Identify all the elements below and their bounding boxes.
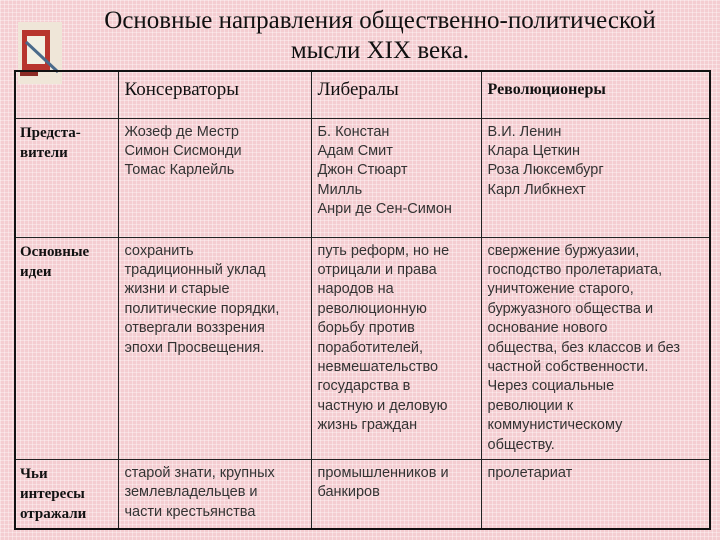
- table-cell: пролетариат: [481, 459, 710, 529]
- row-header: Основные идеи: [15, 237, 118, 459]
- column-header-liberals: Либералы: [311, 71, 481, 118]
- row-header: Чьи интересы отражали: [15, 459, 118, 529]
- table-cell: сохранить традиционный уклад жизни и старые политические порядки, отвергали воззрения эпохи Просвещения.: [118, 237, 311, 459]
- table-header-row: [15, 71, 710, 118]
- table-cell: путь реформ, но не отрицали и права народов на революционную борьбу против поработителей, невмешательство государства в частную и деловую жизнь граждан: [311, 237, 481, 459]
- column-header-empty: [15, 71, 118, 118]
- table-cell: свержение буржуазии, господство пролетариата, уничтожение старого, буржуазного общества и основание нового общества, без классов и без частной собственности. Через социальные революции к коммунистическому обществу.: [481, 237, 710, 459]
- table-cell: В.И. Ленин Клара Цеткин Роза Люксембург Карл Либкнехт: [481, 118, 710, 237]
- table-row: [15, 118, 710, 237]
- column-header-revolutionaries: Революционеры: [481, 71, 710, 118]
- table-cell: Б. Констан Адам Смит Джон Стюарт Милль Анри де Сен-Симон: [311, 118, 481, 237]
- table-cell: Жозеф де Местр Симон Сисмонди Томас Карлейль: [118, 118, 311, 237]
- directions-table: [14, 70, 711, 530]
- table-row: [15, 459, 710, 529]
- column-header-conservatives: Консерваторы: [118, 71, 311, 118]
- slide-title: Основные направления общественно-политической мысли XIX века.: [104, 7, 656, 64]
- row-header: Предста- вители: [15, 118, 118, 237]
- table-row: [15, 237, 710, 459]
- table-cell: промышленников и банкиров: [311, 459, 481, 529]
- table-cell: старой знати, крупных землевладельцев и части крестьянства: [118, 459, 311, 529]
